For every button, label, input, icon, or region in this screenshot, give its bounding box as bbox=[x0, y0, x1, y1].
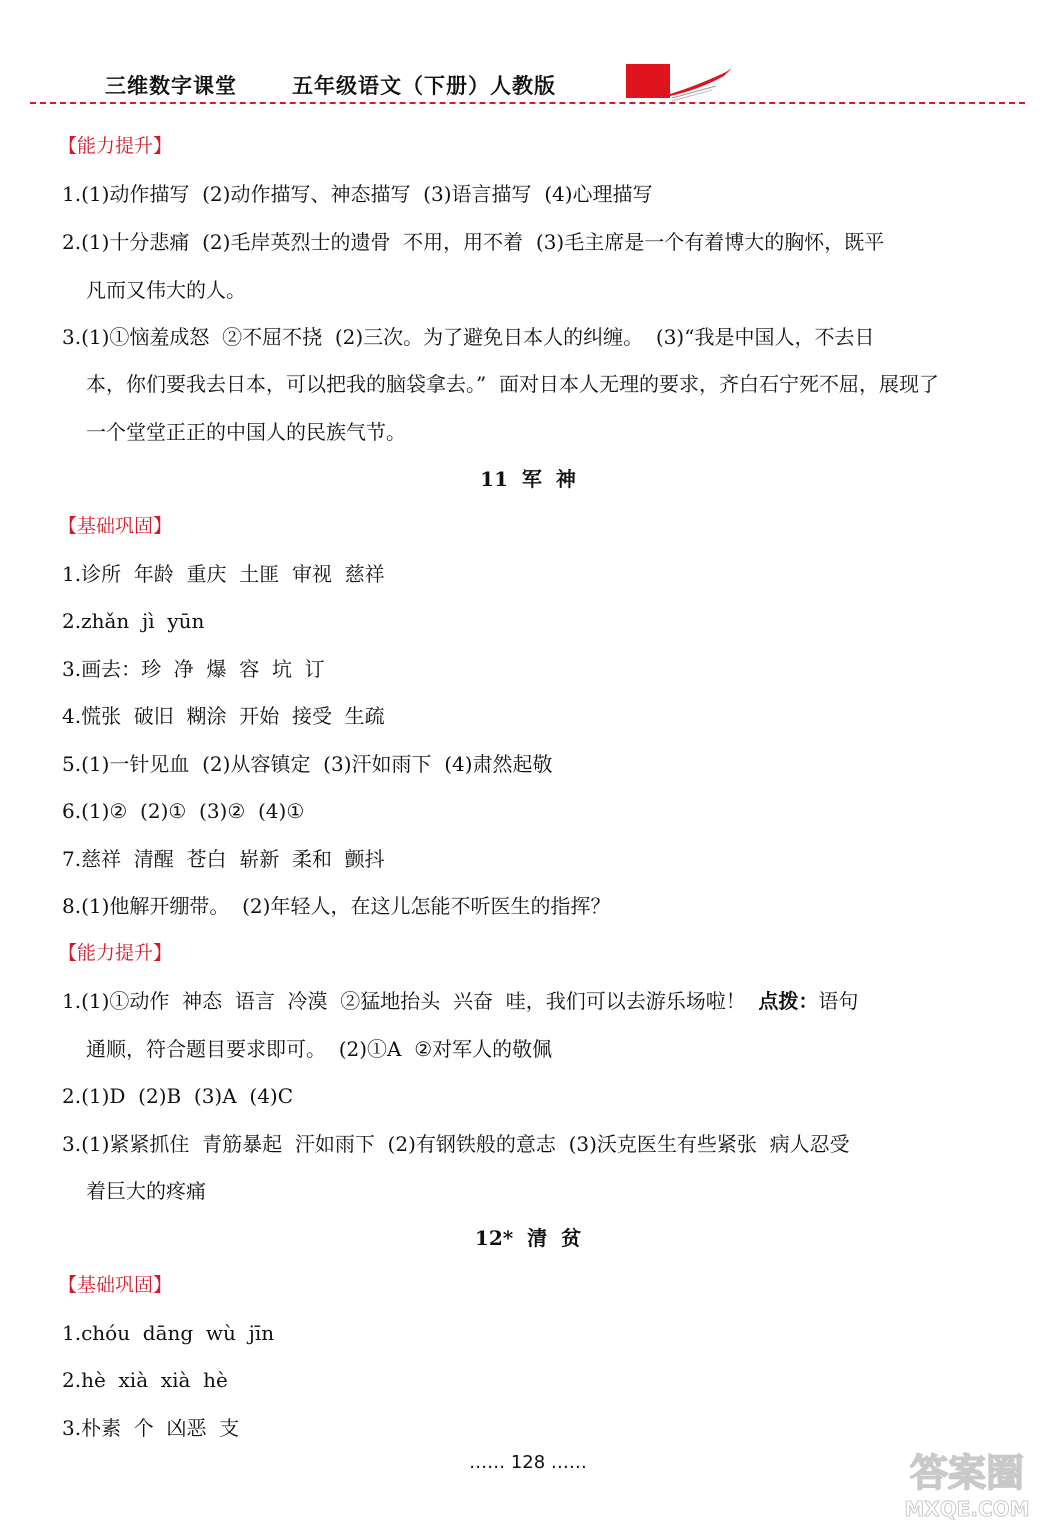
answer-line: 1.诊所 年龄 重庆 土匪 审视 慈祥 bbox=[62, 562, 385, 586]
answer-line: 3.画去：珍 净 爆 容 坑 订 bbox=[62, 657, 325, 681]
page-header bbox=[0, 0, 1056, 110]
answer-line: 着巨大的疼痛 bbox=[86, 1179, 206, 1203]
answer-line: 2.(1)十分悲痛 (2)毛岸英烈士的遗骨 不用，用不着 (3)毛主席是一个有着博大的胸怀，既平 bbox=[62, 230, 885, 254]
answer-line: 4.慌张 破旧 糊涂 开始 接受 生疏 bbox=[62, 704, 385, 728]
answer-line: 本，你们要我去日本，可以把我的脑袋拿去。” 面对日本人无理的要求，齐白石宁死不屈，展现了 bbox=[86, 372, 939, 396]
header-divider bbox=[30, 102, 1025, 104]
lesson-heading: 12* 清 贫 bbox=[474, 1226, 582, 1250]
watermark-text: 答案圈 bbox=[909, 1451, 1025, 1495]
answer-line: 6.(1)② (2)① (3)② (4)① bbox=[62, 799, 305, 823]
answer-line: 2.hè xià xià hè bbox=[62, 1368, 228, 1392]
answer-line: 通顺，符合题目要求即可。 (2)①A ②对军人的敬佩 bbox=[86, 1037, 553, 1061]
book-title: 五年级语文（下册）人教版 bbox=[292, 74, 556, 98]
answer-line: 7.慈祥 清醒 苍白 崭新 柔和 颤抖 bbox=[62, 847, 385, 871]
section-tag-basic: 【基础巩固】 bbox=[58, 515, 173, 537]
answer-line: 3.(1)①恼羞成怒 ②不屈不挠 (2)三次。为了避免日本人的纠缠。 (3)“我是中国人，不去日 bbox=[62, 325, 875, 349]
answer-line: 凡而又伟大的人。 bbox=[86, 278, 246, 302]
section-tag-basic: 【基础巩固】 bbox=[58, 1274, 173, 1296]
lesson-heading: 11 军 神 bbox=[480, 467, 576, 491]
answer-line: 8.(1)他解开绷带。 (2)年轻人，在这儿怎能不听医生的指挥？ bbox=[62, 894, 611, 918]
answer-line: 5.(1)一针见血 (2)从容镇定 (3)汗如雨下 (4)肃然起敬 bbox=[62, 752, 553, 776]
answer-line: 1.(1)动作描写 (2)动作描写、神态描写 (3)语言描写 (4)心理描写 bbox=[62, 182, 653, 206]
answer-text: 语句 bbox=[818, 989, 859, 1013]
watermark-site: MXQE.COM bbox=[904, 1497, 1030, 1521]
rocket-logo-icon bbox=[626, 64, 736, 104]
answer-line bbox=[62, 988, 858, 1014]
answer-text: 1.(1)①动作 神态 语言 冷漠 ②猛地抬头 兴奋 哇，我们可以去游乐场啦！ bbox=[62, 989, 759, 1013]
section-tag-ability: 【能力提升】 bbox=[58, 942, 173, 964]
answer-line: 3.(1)紧紧抓住 青筋暴起 汗如雨下 (2)有钢铁般的意志 (3)沃克医生有些紧张 病人忍受 bbox=[62, 1132, 850, 1156]
answer-line: 3.朴素 个 凶恶 支 bbox=[62, 1416, 240, 1440]
page-number: …… 128 …… bbox=[469, 1452, 587, 1473]
section-tag-ability: 【能力提升】 bbox=[58, 135, 173, 157]
answer-line: 1.chóu dāng wù jīn bbox=[62, 1321, 275, 1345]
answer-line: 一个堂堂正正的中国人的民族气节。 bbox=[86, 420, 406, 444]
answer-line: 2.zhǎn jì yūn bbox=[62, 609, 205, 633]
answer-line: 2.(1)D (2)B (3)A (4)C bbox=[62, 1084, 294, 1108]
hint-label: 点拨： bbox=[758, 989, 819, 1013]
series-title: 三维数字课堂 bbox=[105, 74, 237, 98]
watermark-logo-icon bbox=[892, 1442, 1042, 1522]
